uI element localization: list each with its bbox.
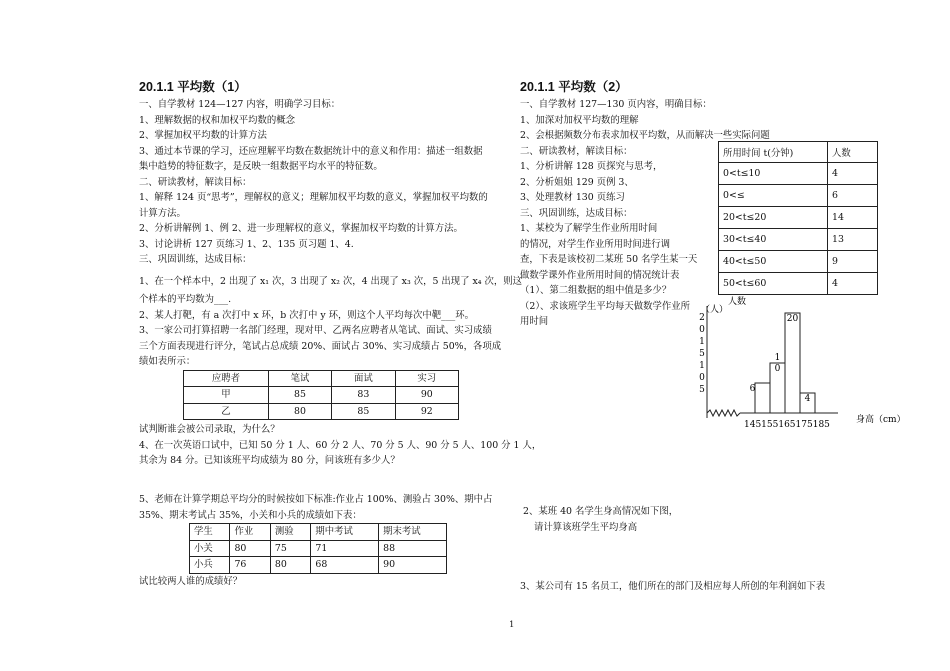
x-axis-label: 身高（cm） bbox=[856, 415, 906, 425]
question-5-line: 5、老师在计算学期总平均分的时候按如下标准:作业占 100%、测验占 30%、期中占 bbox=[139, 494, 493, 505]
table-cell: 85 bbox=[268, 387, 331, 404]
question-4-line: 其余为 84 分。已知该班平均成绩为 80 分，问该班有多少人？ bbox=[139, 455, 400, 466]
table-cell: 71 bbox=[311, 540, 379, 557]
right-line: 三、巩固训练，达成目标： bbox=[520, 207, 633, 219]
left-title: 20.1.1 平均数（1） bbox=[139, 80, 247, 94]
right-q1-line: 的情况，对学生作业所用时间进行调 bbox=[520, 238, 671, 250]
bar-value-label: 1 bbox=[774, 353, 781, 363]
y-axis-digit: 2 bbox=[699, 313, 705, 323]
y-axis-digits bbox=[699, 313, 705, 395]
left-column-lower bbox=[139, 492, 509, 589]
table-header: 所用时间 t(分钟) bbox=[719, 142, 828, 163]
table-cell: 13 bbox=[828, 229, 878, 251]
x-tick-labels: 145155165175185 bbox=[744, 420, 830, 430]
table-cell: 80 bbox=[230, 540, 270, 557]
left-line: 2、掌握加权平均数的计算方法 bbox=[139, 130, 267, 141]
question-3-ask: 试判断谁会被公司录取，为什么？ bbox=[139, 424, 280, 435]
table-row bbox=[719, 251, 878, 273]
homework-time-table bbox=[718, 141, 878, 295]
table-row bbox=[719, 229, 878, 251]
right-q1-line: （2）、求该班学生平均每天做数学作业所 bbox=[520, 300, 691, 312]
table-cell: 90 bbox=[395, 387, 458, 404]
table-cell: 92 bbox=[395, 403, 458, 420]
left-line: 二、研读教材，解读目标： bbox=[139, 176, 252, 188]
table-row bbox=[184, 387, 459, 404]
table-cell: 小兵 bbox=[190, 557, 230, 574]
table-row bbox=[190, 540, 447, 557]
table-row bbox=[719, 163, 878, 185]
table-header: 期中考试 bbox=[311, 524, 379, 541]
table-header: 学生 bbox=[190, 524, 230, 541]
left-line: 3、通过本节课的学习，还应理解平均数在数据统计中的意义和作用：描述一组数据 bbox=[139, 145, 483, 157]
table-row bbox=[190, 557, 447, 574]
table-header: 测验 bbox=[270, 524, 310, 541]
table-cell: 0<≤ bbox=[719, 185, 828, 207]
left-line: 1、理解数据的权和加权平均数的概念 bbox=[139, 114, 295, 126]
right-line: 1、分析讲解 128 页探究与思考， bbox=[520, 161, 663, 172]
question-1-line: 个样本的平均数为___. bbox=[139, 294, 232, 305]
bar-value-label: 20 bbox=[786, 314, 799, 324]
table-cell: 83 bbox=[332, 387, 395, 404]
bar-value-label: 4 bbox=[804, 394, 811, 404]
left-line: 计算方法。 bbox=[139, 207, 186, 219]
table-cell: 90 bbox=[379, 557, 447, 574]
histogram-bar bbox=[755, 383, 770, 413]
left-line: 3、讨论讲析 127 页练习 1、2、135 页习题 1、4. bbox=[139, 238, 354, 250]
table-cell: 4 bbox=[828, 163, 878, 185]
right-line: 3、处理教材 130 页练习 bbox=[520, 192, 625, 203]
question-3-line: 绩如表所示： bbox=[139, 356, 196, 367]
height-histogram bbox=[680, 290, 920, 440]
right-q1-line: 查，下表是该校初二某班 50 名学生某一天 bbox=[520, 254, 698, 265]
left-line: 1、解释 124 页“思考”，理解权的意义；理解加权平均数的意义，掌握加权平均数的 bbox=[139, 192, 488, 203]
table-header: 笔试 bbox=[268, 370, 331, 387]
y-axis-unit: （人） bbox=[701, 305, 729, 315]
question-2: 2、某人打靶，有 a 次打中 x 环，b 次打中 y 环，则这个人平均每次中靶___环。 bbox=[139, 309, 474, 321]
table-cell: 80 bbox=[268, 403, 331, 420]
left-line: 一、自学教材 124—127 内容，明确学习目标： bbox=[139, 99, 341, 110]
table-header: 人数 bbox=[828, 142, 878, 163]
table-cell: 0<t≤10 bbox=[719, 163, 828, 185]
right-q2-line: 2、某班 40 名学生身高情况如下图， bbox=[523, 506, 679, 517]
right-title: 20.1.1 平均数（2） bbox=[520, 80, 628, 94]
table-row bbox=[719, 185, 878, 207]
table-cell: 6 bbox=[828, 185, 878, 207]
right-column-lower bbox=[520, 504, 820, 535]
question-3-line: 三个方面表现进行评分，笔试占总成绩 20%、面试占 30%、实习成绩占 50%，各项成 bbox=[139, 340, 502, 352]
table-cell: 80 bbox=[270, 557, 310, 574]
right-line: 一、自学教材 127—130 页内容，明确目标： bbox=[520, 99, 712, 110]
y-axis-digit: 0 bbox=[699, 373, 705, 383]
table-cell: 50<t≤60 bbox=[719, 273, 828, 295]
right-q1-line: 用时间 bbox=[520, 316, 549, 327]
y-axis-digit: 0 bbox=[699, 325, 705, 335]
question-5-ask: 试比较两人谁的成绩好？ bbox=[139, 575, 243, 587]
table-header: 应聘者 bbox=[184, 370, 269, 387]
histogram-bars bbox=[750, 313, 815, 413]
left-line: 集中趋势的特征数字，是反映一组数据平均水平的特征数。 bbox=[139, 161, 383, 172]
table-cell: 甲 bbox=[184, 387, 269, 404]
table-cell: 30<t≤40 bbox=[719, 229, 828, 251]
question-1-line: 1、在一个样本中，2 出现了 x₁ 次，3 出现了 x₂ 次，4 出现了 x₃ 次，5 出现了 x₄ 次，则这 bbox=[139, 275, 523, 287]
table-cell: 乙 bbox=[184, 403, 269, 420]
table-header: 面试 bbox=[332, 370, 395, 387]
table-cell: 4 bbox=[828, 273, 878, 295]
table-cell: 88 bbox=[379, 540, 447, 557]
right-q2-line: 请计算该班学生平均身高 bbox=[534, 521, 638, 533]
question-4-line: 4、在一次英语口试中，已知 50 分 1 人、60 分 2 人、70 分 5 人、90 分 5 人、100 分 1 人， bbox=[139, 439, 542, 451]
right-q1-line: 做数学课外作业所用时间的情况统计表 bbox=[520, 269, 680, 281]
left-line: 三、巩固训练，达成目标： bbox=[139, 254, 252, 265]
student-score-table bbox=[189, 523, 447, 574]
table-row bbox=[184, 403, 459, 420]
table-header: 期末考试 bbox=[379, 524, 447, 541]
right-q1-line: （1）、第二组数据的组中值是多少？ bbox=[520, 285, 672, 296]
table-cell: 75 bbox=[270, 540, 310, 557]
page-number: 1 bbox=[509, 620, 515, 630]
right-q3: 3、某公司有 15 名员工，他们所在的部门及相应每人所创的年利润如下表 bbox=[520, 581, 826, 592]
table-cell: 85 bbox=[332, 403, 395, 420]
table-cell: 76 bbox=[230, 557, 270, 574]
bar-value-label: 6 bbox=[749, 384, 756, 394]
table-row bbox=[719, 207, 878, 229]
y-axis-digit: 5 bbox=[699, 349, 705, 359]
applicant-score-table bbox=[183, 370, 459, 421]
bar-value-label: 0 bbox=[774, 364, 781, 374]
question-3-line: 3、一家公司打算招聘一名部门经理，现对甲、乙两名应聘者从笔试、面试、实习成绩 bbox=[139, 325, 492, 336]
table-cell: 40<t≤50 bbox=[719, 251, 828, 273]
y-axis-digit: 1 bbox=[699, 337, 705, 347]
question-5-line: 35%、期末考试占 35%，小关和小兵的成绩如下表： bbox=[139, 509, 362, 521]
table-cell: 14 bbox=[828, 207, 878, 229]
table-cell: 20<t≤20 bbox=[719, 207, 828, 229]
histogram-bar bbox=[785, 313, 800, 413]
right-line: 二、研读教材，解读目标： bbox=[520, 145, 633, 157]
left-line: 2、分析讲解例 1、例 2、进一步理解权的意义，掌握加权平均数的计算方法。 bbox=[139, 223, 463, 234]
table-cell: 小关 bbox=[190, 540, 230, 557]
table-cell: 9 bbox=[828, 251, 878, 273]
y-axis-digit: 1 bbox=[699, 361, 705, 371]
right-line: 1、加深对加权平均数的理解 bbox=[520, 114, 639, 126]
axis-break-zigzag bbox=[707, 410, 740, 416]
table-header: 实习 bbox=[395, 370, 458, 387]
right-line: 2、会根据频数分布表求加权平均数，从而解决一些实际问题 bbox=[520, 130, 770, 141]
table-header: 作业 bbox=[230, 524, 270, 541]
table-cell: 68 bbox=[311, 557, 379, 574]
y-axis-digit: 5 bbox=[699, 385, 705, 395]
right-q1-line: 1、某校为了解学生作业所用时间 bbox=[520, 223, 658, 234]
right-line: 2、分析姐姐 129 页例 3、 bbox=[520, 176, 634, 188]
y-axis-label: 人数 bbox=[728, 297, 747, 307]
